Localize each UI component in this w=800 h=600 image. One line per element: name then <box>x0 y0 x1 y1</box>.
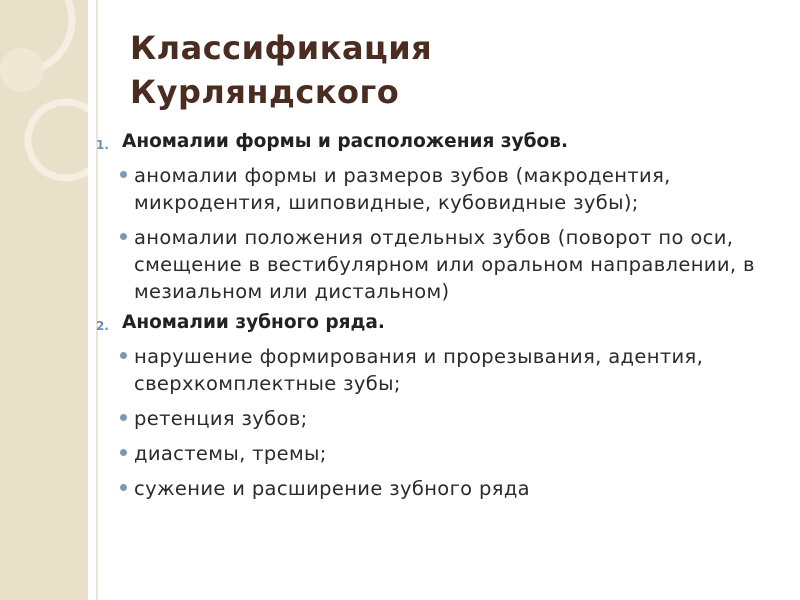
section-2-items <box>96 343 786 502</box>
slide-title: Классификация Курляндского <box>130 29 433 111</box>
bullet-dot-icon <box>120 233 127 240</box>
list-item <box>96 343 786 397</box>
section-number: 1. <box>96 138 109 152</box>
list-item <box>96 475 786 502</box>
list-item-text: ретенция зубов; <box>134 407 308 430</box>
bullet-dot-icon <box>120 171 127 178</box>
decorative-rings-icon <box>0 0 88 600</box>
bullet-dot-icon <box>120 449 127 456</box>
section-1 <box>96 130 786 154</box>
decorative-sidebar <box>0 0 88 600</box>
bullet-dot-icon <box>120 352 127 359</box>
list-item-text: диастемы, тремы; <box>134 442 327 465</box>
section-heading: Аномалии формы и расположения зубов. <box>122 131 568 152</box>
slide-body <box>96 130 786 502</box>
list-item <box>96 405 786 432</box>
list-item-text: аномалии положения отдельных зубов (поворот по оси, смещение в вестибулярном или оральном направлении, в мезиальном или дистальном) <box>134 226 755 303</box>
section-1-items <box>96 162 786 305</box>
bullet-dot-icon <box>120 484 127 491</box>
section-2 <box>96 311 786 335</box>
list-item-text: сужение и расширение зубного ряда <box>134 477 530 500</box>
section-heading: Аномалии зубного ряда. <box>122 312 385 333</box>
list-item <box>96 162 786 216</box>
list-item-text: нарушение формирования и прорезывания, адентия, сверхкомплектные зубы; <box>134 345 704 395</box>
list-item <box>96 440 786 467</box>
list-item <box>96 224 786 305</box>
list-item-text: аномалии формы и размеров зубов (макродентия, микродентия, шиповидные, кубовидные зубы); <box>134 164 671 214</box>
bullet-dot-icon <box>120 414 127 421</box>
section-number: 2. <box>96 319 109 333</box>
